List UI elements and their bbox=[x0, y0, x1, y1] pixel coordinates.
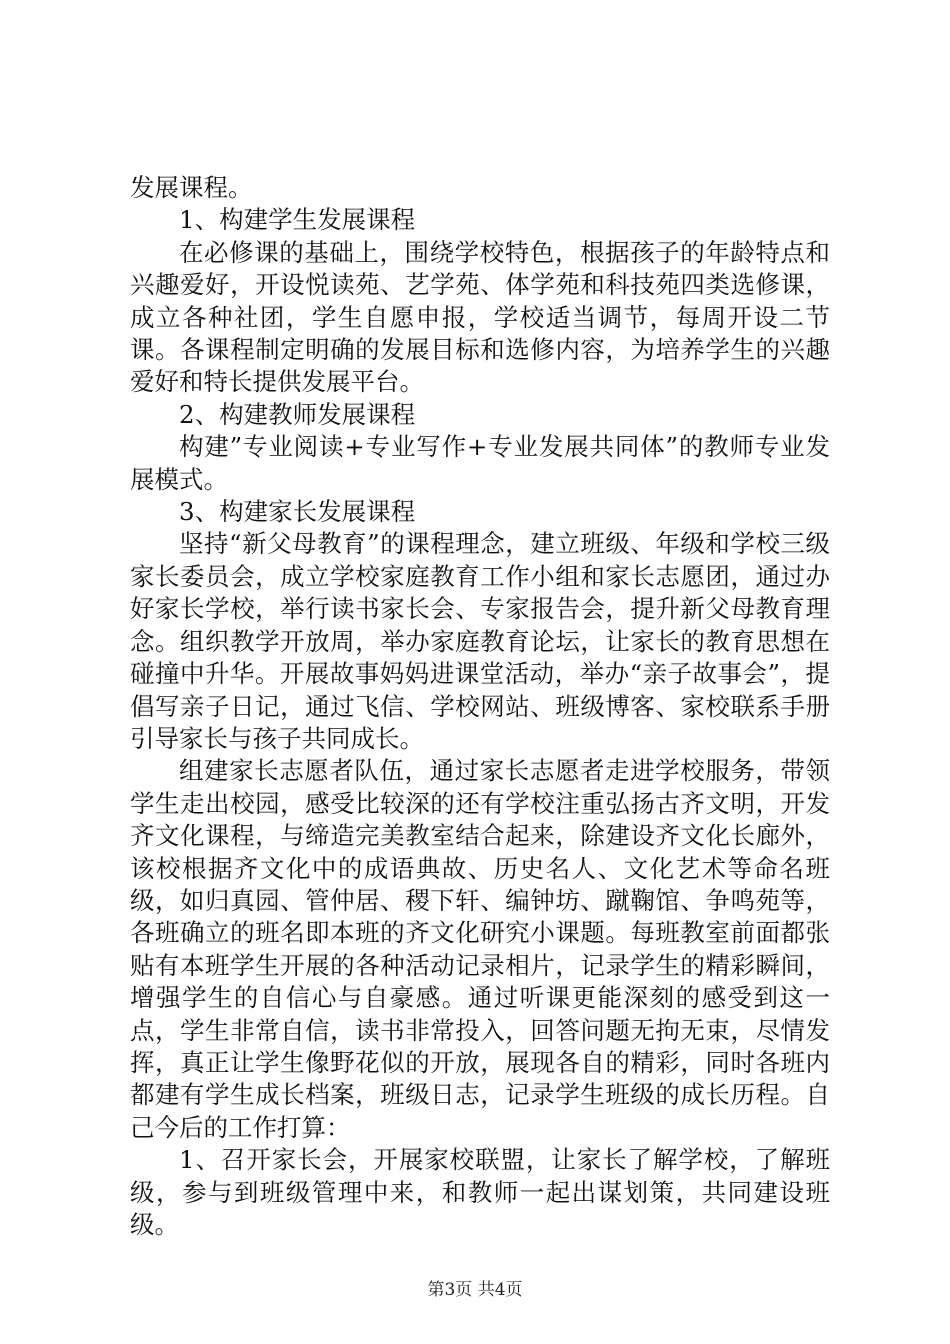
paragraph-student-course: 在必修课的基础上，围绕学校特色，根据孩子的年龄特点和兴趣爱好，开设悦读苑、艺学苑、体学苑和科技苑四类选修课，成立各种社团，学生自愿申报，学校适当调节，每周开设二节课。各课程制定明确的发展目标和选修内容，为培养学生的兴趣爱好和特长提供发展平台。 bbox=[130, 237, 830, 397]
document-body bbox=[130, 172, 830, 1241]
heading-student-course: 1、构建学生发展课程 bbox=[179, 205, 416, 235]
heading-parent-course: 3、构建家长发展课程 bbox=[179, 497, 416, 527]
page-number-footer: 第3页 共4页 bbox=[427, 1280, 523, 1300]
paragraph-plan-item-1: 1、召开家长会，开展家校联盟，让家长了解学校，了解班级，参与到班级管理中来，和教师一起出谋划策，共同建设班级。 bbox=[130, 1145, 830, 1239]
paragraph-continuation: 发展课程。 bbox=[130, 173, 253, 202]
paragraph-parent-course: 坚持“新父母教育”的课程理念，建立班级、年级和学校三级家长委员会，成立学校家庭教育工作小组和家长志愿团，通过办好家长学校，举行读书家长会、专家报告会，提升新父母教育理念。组织教学开放周，举办家庭教育论坛，让家长的教育思想在碰撞中升华。开展故事妈妈进课堂活动，举办“亲子故事会”，提倡写亲子日记，通过飞信、学校网站、班级博客、家校联系手册引导家长与孩子共同成长。 bbox=[130, 529, 830, 753]
heading-teacher-course: 2、构建教师发展课程 bbox=[179, 399, 416, 429]
paragraph-teacher-course: 构建”专业阅读+专业写作+专业发展共同体”的教师专业发展模式。 bbox=[130, 432, 830, 494]
paragraph-volunteers: 组建家长志愿者队伍，通过家长志愿者走进学校服务，带领学生走出校园，感受比较深的还有学校注重弘扬古齐文明，开发齐文化课程，与缔造完美教室结合起来，除建设齐文化长廊外，该校根据齐文化中的成语典故、历史名人、文化艺术等命名班级，如归真园、管仲居、稷下轩、编钟坊、蹴鞠馆、争鸣苑等，各班确立的班名即本班的齐文化研究小课题。每班教室前面都张贴有本班学生开展的各种活动记录相片，记录学生的精彩瞬间，增强学生的自信心与自豪感。通过听课更能深刻的感受到这一点，学生非常自信，读书非常投入，回答问题无拘无束，尽情发挥，真正让学生像野花似的开放，展现各自的精彩，同时各班内都建有学生成长档案，班级日志，记录学生班级的成长历程。自己今后的工作打算： bbox=[130, 756, 830, 1142]
